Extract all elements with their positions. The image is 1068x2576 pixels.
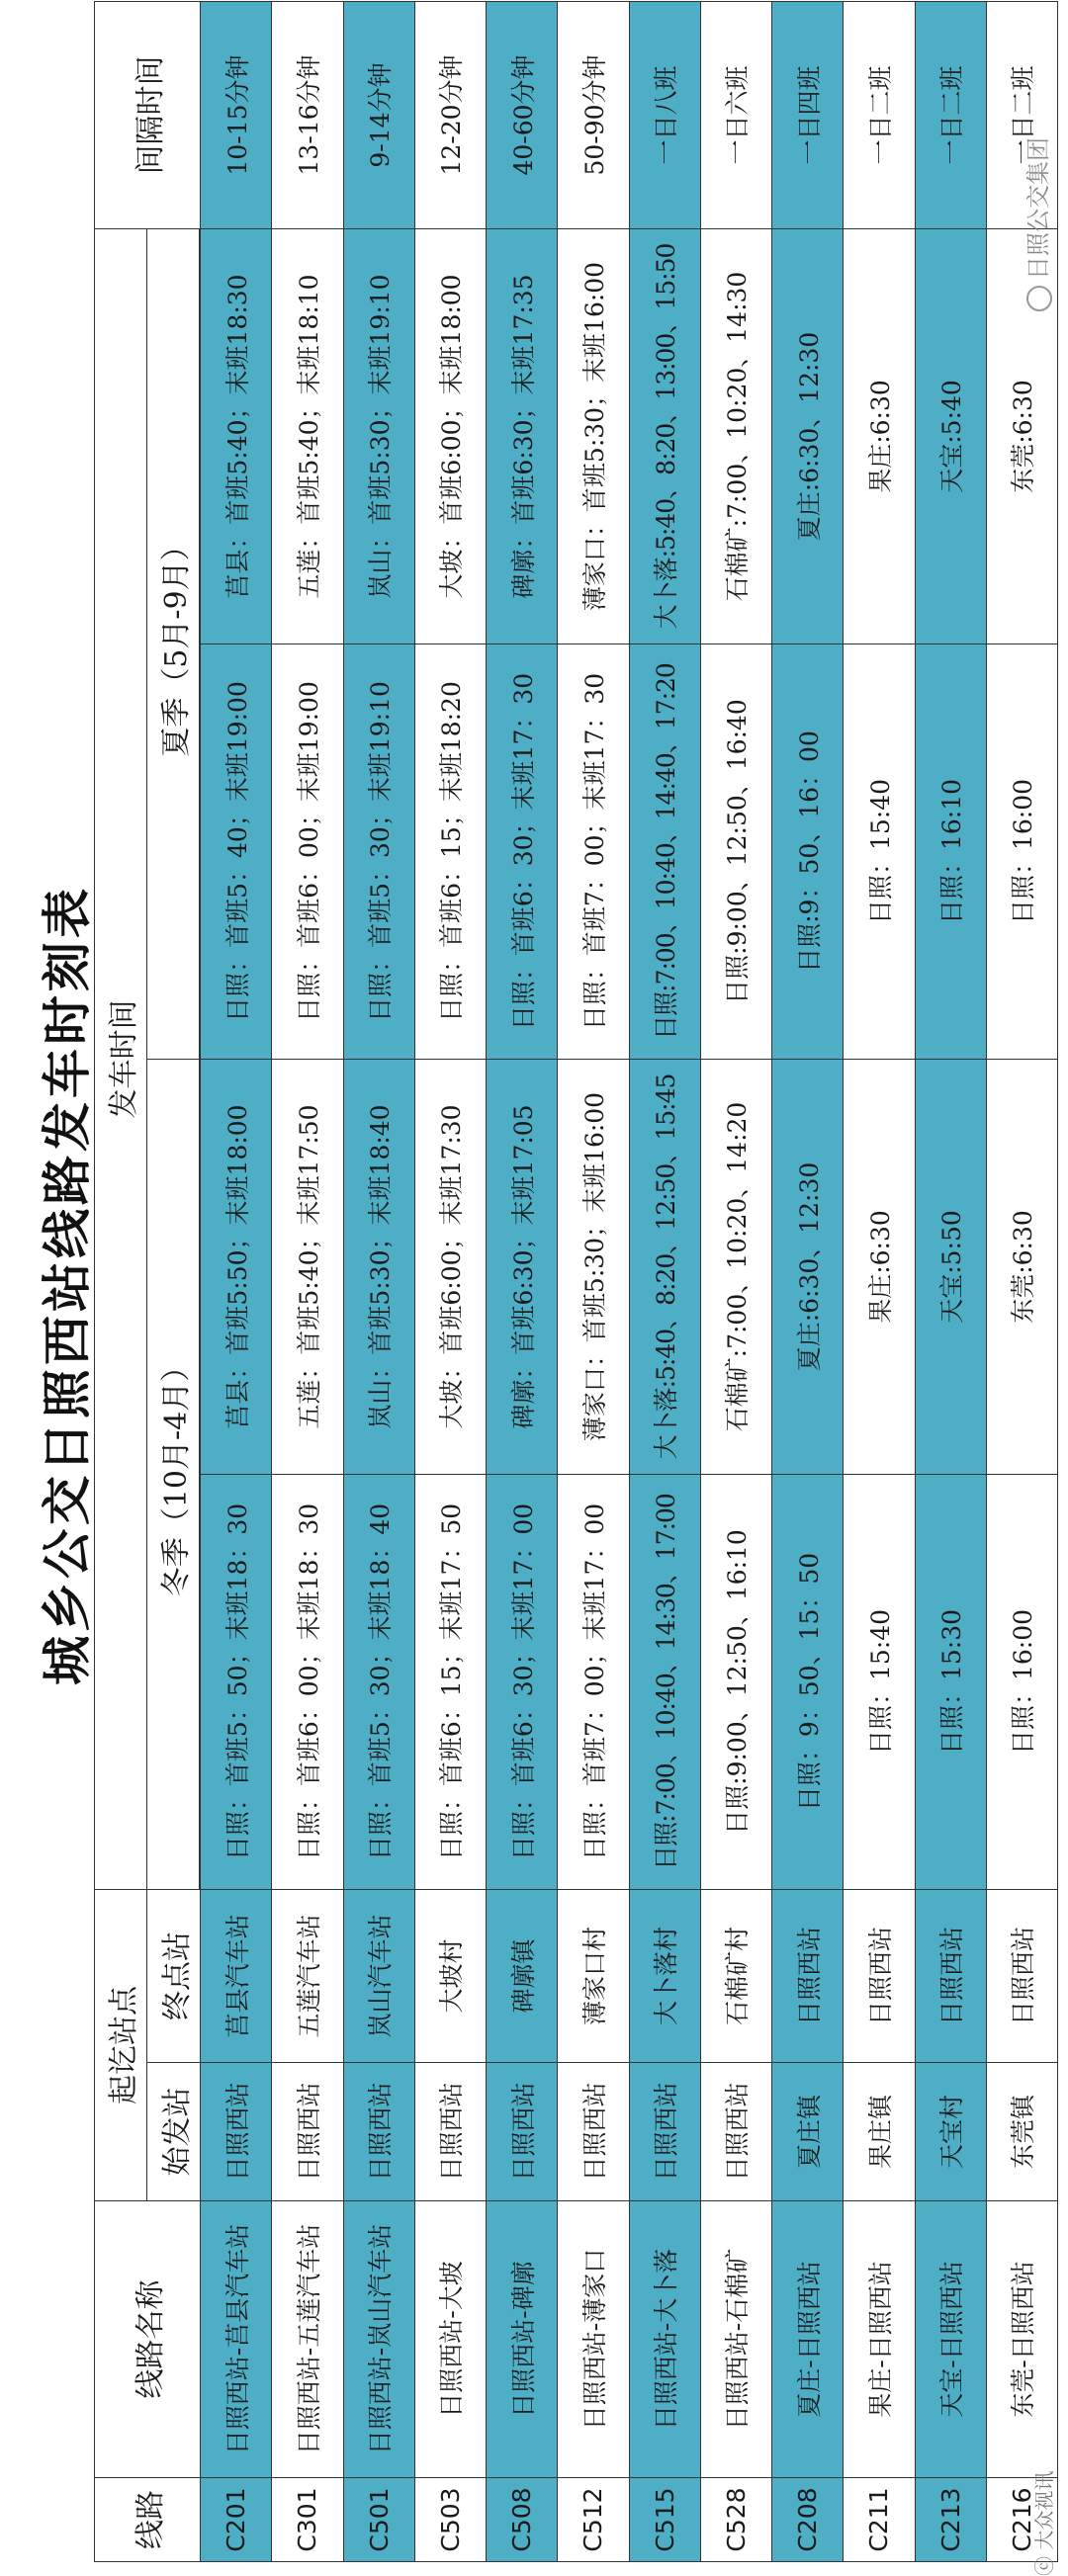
header-end-station: 终点站: [147, 1890, 201, 2063]
header-summer: 夏季（5月-9月）: [147, 229, 200, 1060]
end-station-cell: 石棉矿村: [700, 1890, 771, 2063]
summer-return-cell: 东莞:6:30: [986, 229, 1057, 644]
winter-return-cell: 夏庄:6:30、12:30: [772, 1060, 844, 1475]
start-station-cell: 天宝村: [915, 2063, 986, 2201]
winter-from-rizhao-cell: 日照：首班6：30；末班17：00: [487, 1475, 558, 1890]
table-row: [986, 2, 1057, 2562]
table-row: [844, 2, 915, 2562]
header-stops: 起讫站点: [95, 1890, 147, 2201]
watermark-right-text: 日照公交集团: [1024, 137, 1052, 280]
winter-return-cell: 果庄:6:30: [844, 1060, 915, 1475]
summer-return-cell: 大卜落:5:40、8:20、13:00、15:50: [629, 229, 700, 644]
summer-from-rizhao-cell: 日照：首班7：00；末班17：30: [558, 644, 629, 1060]
table-row: [772, 2, 844, 2562]
header-winter: 冬季（10月-4月）: [147, 1060, 200, 1890]
end-station-cell: 五莲汽车站: [272, 1890, 343, 2063]
summer-return-cell: 天宝:5:40: [915, 229, 986, 644]
interval-cell: 一日二班: [986, 2, 1057, 229]
route-name-cell: 日照西站-大卜落: [629, 2201, 700, 2478]
start-station-cell: 东莞镇: [986, 2063, 1057, 2201]
end-station-cell: 日照西站: [915, 1890, 986, 2063]
summer-from-rizhao-cell: 日照：16:00: [986, 644, 1057, 1060]
route-name-cell: 日照西站-大坡: [414, 2201, 486, 2478]
winter-return-cell: 天宝:5:50: [915, 1060, 986, 1475]
interval-cell: 10-15分钟: [201, 2, 272, 229]
winter-from-rizhao-cell: 日照：15:40: [844, 1475, 915, 1890]
winter-return-cell: 大坡：首班6:00；末班17:30: [414, 1060, 486, 1475]
end-station-cell: 碑廓镇: [487, 1890, 558, 2063]
start-station-cell: 日照西站: [487, 2063, 558, 2201]
route-code-cell: C216: [986, 2478, 1057, 2562]
winter-return-cell: 大卜落:5:40、8:20、12:50、15:45: [629, 1060, 700, 1475]
route-code-cell: C528: [700, 2478, 771, 2562]
route-code-cell: C503: [414, 2478, 486, 2562]
summer-return-cell: 岚山：首班5:30；末班19:10: [343, 229, 414, 644]
summer-from-rizhao-cell: 日照:9：50、16：00: [772, 644, 844, 1060]
route-code-cell: C201: [201, 2478, 272, 2562]
route-code-cell: C301: [272, 2478, 343, 2562]
winter-from-rizhao-cell: 日照：首班5：30；末班18：40: [343, 1475, 414, 1890]
table-row: [414, 2, 486, 2562]
route-code-cell: C208: [772, 2478, 844, 2562]
winter-return-cell: 莒县：首班5:50；末班18:00: [201, 1060, 272, 1475]
header-departure-time: 发车时间: [95, 229, 147, 1890]
interval-cell: 一日六班: [700, 2, 771, 229]
summer-return-cell: 碑廓：首班6:30；末班17:35: [487, 229, 558, 644]
winter-return-cell: 碑廓：首班6:30；末班17:05: [487, 1060, 558, 1475]
start-station-cell: 果庄镇: [844, 2063, 915, 2201]
winter-from-rizhao-cell: 日照：首班7：00；末班17：00: [558, 1475, 629, 1890]
table-row: [201, 2, 272, 2562]
interval-cell: 一日二班: [844, 2, 915, 229]
start-station-cell: 日照西站: [414, 2063, 486, 2201]
summer-from-rizhao-cell: 日照：首班6：15；末班18:20: [414, 644, 486, 1060]
end-station-cell: 岚山汽车站: [343, 1890, 414, 2063]
timetable: [94, 1, 1058, 2562]
route-name-cell: 日照西站-莒县汽车站: [201, 2201, 272, 2478]
winter-return-cell: 薄家口：首班5:30；末班16:00: [558, 1060, 629, 1475]
route-name-cell: 日照西站-岚山汽车站: [343, 2201, 414, 2478]
start-station-cell: 日照西站: [629, 2063, 700, 2201]
winter-return-cell: 五莲：首班5:40；末班17:50: [272, 1060, 343, 1475]
route-code-cell: C213: [915, 2478, 986, 2562]
summer-from-rizhao-cell: 日照：首班5：30；末班19:10: [343, 644, 414, 1060]
route-name-cell: 日照西站-五莲汽车站: [272, 2201, 343, 2478]
summer-return-cell: 大坡：首班6:00；末班18:00: [414, 229, 486, 644]
summer-return-cell: 石棉矿:7:00、10:20、14:30: [700, 229, 771, 644]
winter-from-rizhao-cell: 日照：首班5：50；末班18：30: [201, 1475, 272, 1890]
winter-from-rizhao-cell: 日照：9：50、15：50: [772, 1475, 844, 1890]
route-code-cell: C211: [844, 2478, 915, 2562]
route-name-cell: 日照西站-碑廓: [487, 2201, 558, 2478]
summer-from-rizhao-cell: 日照:7:00、10:40、14:40、17:20: [629, 644, 700, 1060]
winter-from-rizhao-cell: 日照:9:00、12:50、16:10: [700, 1475, 771, 1890]
summer-return-cell: 莒县：首班5:40；末班18:30: [201, 229, 272, 644]
header-start-station: 始发站: [147, 2063, 201, 2201]
table-row: [629, 2, 700, 2562]
summer-from-rizhao-cell: 日照：首班5：40；末班19:00: [201, 644, 272, 1060]
route-name-cell: 夏庄-日照西站: [772, 2201, 844, 2478]
end-station-cell: 日照西站: [772, 1890, 844, 2063]
wechat-icon: [1026, 286, 1052, 311]
start-station-cell: 日照西站: [343, 2063, 414, 2201]
end-station-cell: 日照西站: [986, 1890, 1057, 2063]
end-station-cell: 大坡村: [414, 1890, 486, 2063]
summer-from-rizhao-cell: 日照：15:40: [844, 644, 915, 1060]
start-station-cell: 日照西站: [558, 2063, 629, 2201]
header-route-name: 线路名称: [95, 2201, 201, 2478]
watermark-left: ⓒ 大众视讯: [1032, 2470, 1056, 2576]
winter-return-cell: 东莞:6:30: [986, 1060, 1057, 1475]
route-name-cell: 果庄-日照西站: [844, 2201, 915, 2478]
summer-return-cell: 五莲：首班5:40；末班18:10: [272, 229, 343, 644]
winter-from-rizhao-cell: 日照：15:30: [915, 1475, 986, 1890]
interval-cell: 12-20分钟: [414, 2, 486, 229]
summer-from-rizhao-cell: 日照：首班6：00；末班19:00: [272, 644, 343, 1060]
header-interval: 间隔时间: [95, 2, 201, 229]
start-station-cell: 日照西站: [272, 2063, 343, 2201]
route-code-cell: C508: [487, 2478, 558, 2562]
route-code-cell: C512: [558, 2478, 629, 2562]
page-title: 城乡公交日照西站线路发车时刻表: [38, 885, 96, 1685]
start-station-cell: 夏庄镇: [772, 2063, 844, 2201]
end-station-cell: 薄家口村: [558, 1890, 629, 2063]
interval-cell: 50-90分钟: [558, 2, 629, 229]
table-row: [915, 2, 986, 2562]
route-name-cell: 日照西站-薄家口: [558, 2201, 629, 2478]
table-row: [700, 2, 771, 2562]
summer-from-rizhao-cell: 日照:9:00、12:50、16:40: [700, 644, 771, 1060]
start-station-cell: 日照西站: [201, 2063, 272, 2201]
route-code-cell: C501: [343, 2478, 414, 2562]
table-row: [487, 2, 558, 2562]
summer-from-rizhao-cell: 日照：首班6：30；末班17：30: [487, 644, 558, 1060]
summer-return-cell: 薄家口：首班5:30；末班16:00: [558, 229, 629, 644]
timetable-body: [201, 2, 1058, 2562]
route-code-cell: C515: [629, 2478, 700, 2562]
table-row: [558, 2, 629, 2562]
summer-from-rizhao-cell: 日照：16:10: [915, 644, 986, 1060]
route-name-cell: 东莞-日照西站: [986, 2201, 1057, 2478]
table-row: [272, 2, 343, 2562]
start-station-cell: 日照西站: [700, 2063, 771, 2201]
interval-cell: 一日八班: [629, 2, 700, 229]
end-station-cell: 大卜落村: [629, 1890, 700, 2063]
interval-cell: 13-16分钟: [272, 2, 343, 229]
interval-cell: 一日二班: [915, 2, 986, 229]
route-name-cell: 天宝-日照西站: [915, 2201, 986, 2478]
header-route: 线路: [95, 2478, 201, 2562]
interval-cell: 一日四班: [772, 2, 844, 229]
summer-return-cell: 果庄:6:30: [844, 229, 915, 644]
winter-from-rizhao-cell: 日照：首班6：00；末班18：30: [272, 1475, 343, 1890]
winter-return-cell: 岚山：首班5:30；末班18:40: [343, 1060, 414, 1475]
winter-from-rizhao-cell: 日照:7:00、10:40、14:30、17:00: [629, 1475, 700, 1890]
end-station-cell: 日照西站: [844, 1890, 915, 2063]
interval-cell: 40-60分钟: [487, 2, 558, 229]
summer-return-cell: 夏庄:6:30、12:30: [772, 229, 844, 644]
interval-cell: 9-14分钟: [343, 2, 414, 229]
winter-from-rizhao-cell: 日照：16:00: [986, 1475, 1057, 1890]
route-name-cell: 日照西站-石棉矿: [700, 2201, 771, 2478]
table-row: [343, 2, 414, 2562]
end-station-cell: 莒县汽车站: [201, 1890, 272, 2063]
winter-from-rizhao-cell: 日照：首班6：15；末班17：50: [414, 1475, 486, 1890]
watermark-right: [1019, 137, 1053, 311]
winter-return-cell: 石棉矿:7:00、10:20、14:20: [700, 1060, 771, 1475]
